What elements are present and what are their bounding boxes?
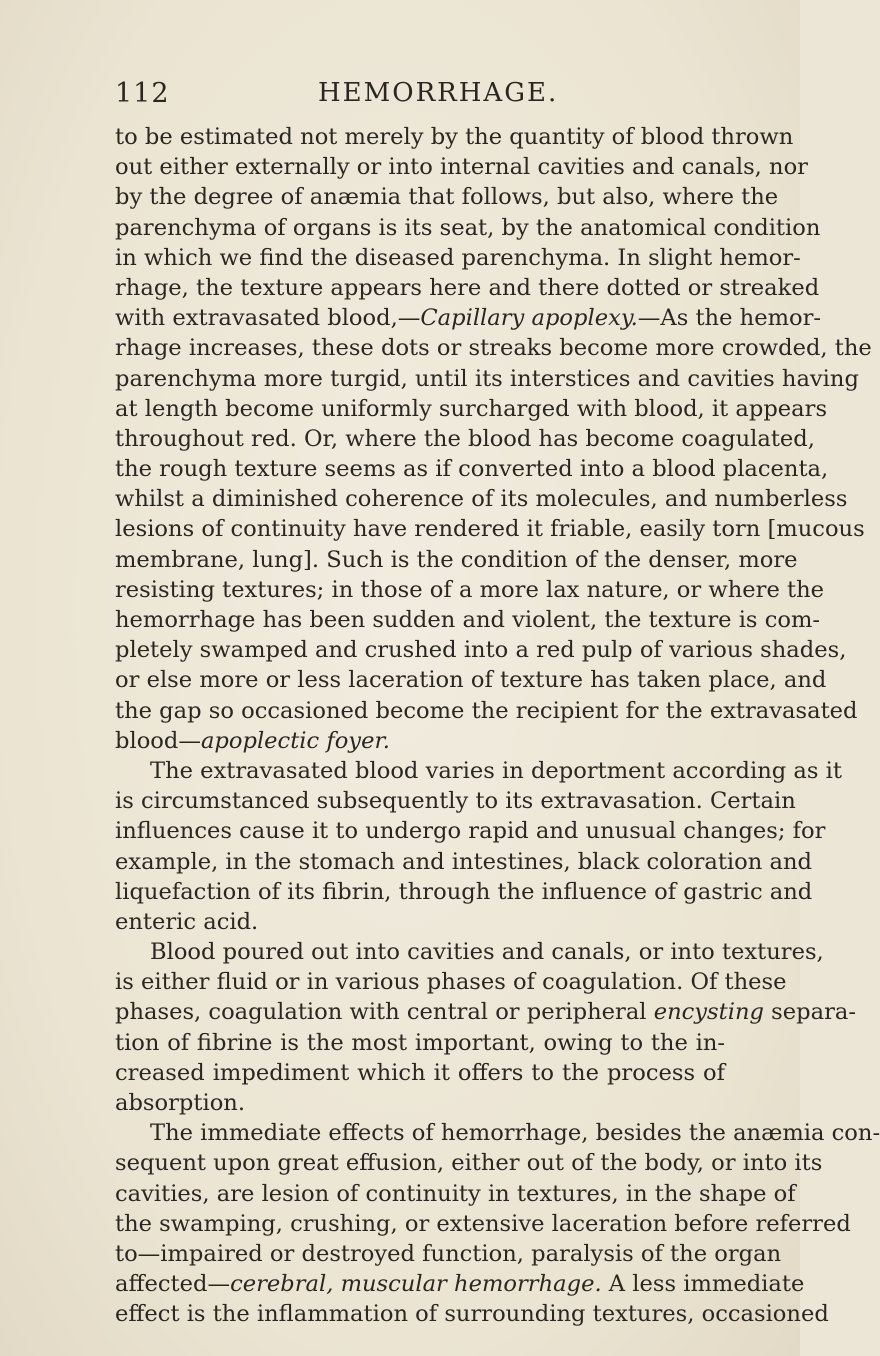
text-line: by the degree of anæmia that follows, but also, where the <box>115 184 779 211</box>
text-line: rhage increases, these dots or streaks become more crowded, the <box>115 335 872 362</box>
running-head: HEMORRHAGE. <box>318 78 559 108</box>
text-line: is circumstanced subsequently to its extravasation. Certain <box>115 788 796 815</box>
text-line: The extravasated blood varies in deportment according as it <box>150 757 842 784</box>
text-line: absorption. <box>115 1090 246 1116</box>
text-line: resisting textures; in those of a more lax nature, or where the <box>115 576 825 603</box>
text-line: in which we find the diseased parenchyma. In slight hemor- <box>115 244 801 271</box>
text-line <box>115 997 856 1027</box>
text-run: phases, coagulation with central or peripheral <box>115 999 654 1026</box>
italic-term: Capillary apoplexy. <box>420 305 638 332</box>
page-header <box>115 78 725 112</box>
text-line <box>115 1269 805 1299</box>
text-line: membrane, lung]. Such is the condition of the denser, more <box>115 546 798 573</box>
text-run: blood— <box>115 727 201 754</box>
text-line: or else more or less laceration of texture has taken place, and <box>115 667 827 694</box>
text-run: —As the hemor- <box>637 305 822 332</box>
text-line: example, in the stomach and intestines, black coloration and <box>115 848 812 875</box>
text-line: rhage, the texture appears here and there dotted or streaked <box>115 274 820 301</box>
italic-term: apoplectic foyer. <box>200 727 390 754</box>
text-run: with extravasated blood,— <box>115 305 421 332</box>
text-line: parenchyma of organs is its seat, by the anatomical condition <box>115 214 821 241</box>
text-line: to—impaired or destroyed function, paralysis of the organ <box>115 1240 782 1267</box>
text-line: creased impediment which it offers to the process of <box>115 1059 725 1086</box>
text-run: separa- <box>763 999 856 1026</box>
text-line: is either fluid or in various phases of coagulation. Of these <box>115 969 787 996</box>
page-number: 112 <box>115 78 170 109</box>
text-line: whilst a diminished coherence of its molecules, and numberless <box>115 486 848 513</box>
text-line: the rough texture seems as if converted into a blood placenta, <box>115 456 829 483</box>
text-run: affected— <box>115 1271 231 1298</box>
text-line: The immediate effects of hemorrhage, besides the anæmia con- <box>150 1120 880 1147</box>
body-text <box>115 122 880 1330</box>
text-line: influences cause it to undergo rapid and unusual changes; for <box>115 818 826 845</box>
italic-term: encysting <box>653 999 764 1026</box>
text-line: the gap so occasioned become the recipient for the extravasated <box>115 697 858 724</box>
text-line: enteric acid. <box>115 908 259 935</box>
text-line: at length become uniformly surcharged with blood, it appears <box>115 395 828 422</box>
text-line: sequent upon great effusion, either out of the body, or into its <box>115 1150 823 1177</box>
text-line <box>115 726 725 756</box>
text-line: Blood poured out into cavities and canals, or into textures, <box>150 939 824 966</box>
text-line: liquefaction of its fibrin, through the influence of gastric and <box>115 878 813 905</box>
text-line: parenchyma more turgid, until its interstices and cavities having <box>115 365 859 392</box>
text-line: cavities, are lesion of continuity in textures, in the shape of <box>115 1180 796 1207</box>
text-line: effect is the inflammation of surrounding textures, occasioned <box>115 1301 829 1328</box>
text-line: throughout red. Or, where the blood has become coagulated, <box>115 425 815 452</box>
text-line: lesions of continuity have rendered it friable, easily torn [mucous <box>115 516 865 543</box>
text-line: the swamping, crushing, or extensive laceration before referred <box>115 1210 851 1237</box>
text-line <box>115 303 822 333</box>
text-line: to be estimated not merely by the quantity of blood thrown <box>115 124 794 150</box>
italic-term: cerebral, muscular hemorrhage. <box>230 1271 602 1298</box>
text-run: A less immediate <box>601 1271 805 1298</box>
text-line: hemorrhage has been sudden and violent, the texture is com- <box>115 607 821 633</box>
text-line: tion of fibrine is the most important, owing to the in- <box>115 1029 725 1056</box>
text-line: pletely swamped and crushed into a red pulp of various shades, <box>115 637 847 664</box>
text-line: out either externally or into internal cavities and canals, nor <box>115 154 808 181</box>
